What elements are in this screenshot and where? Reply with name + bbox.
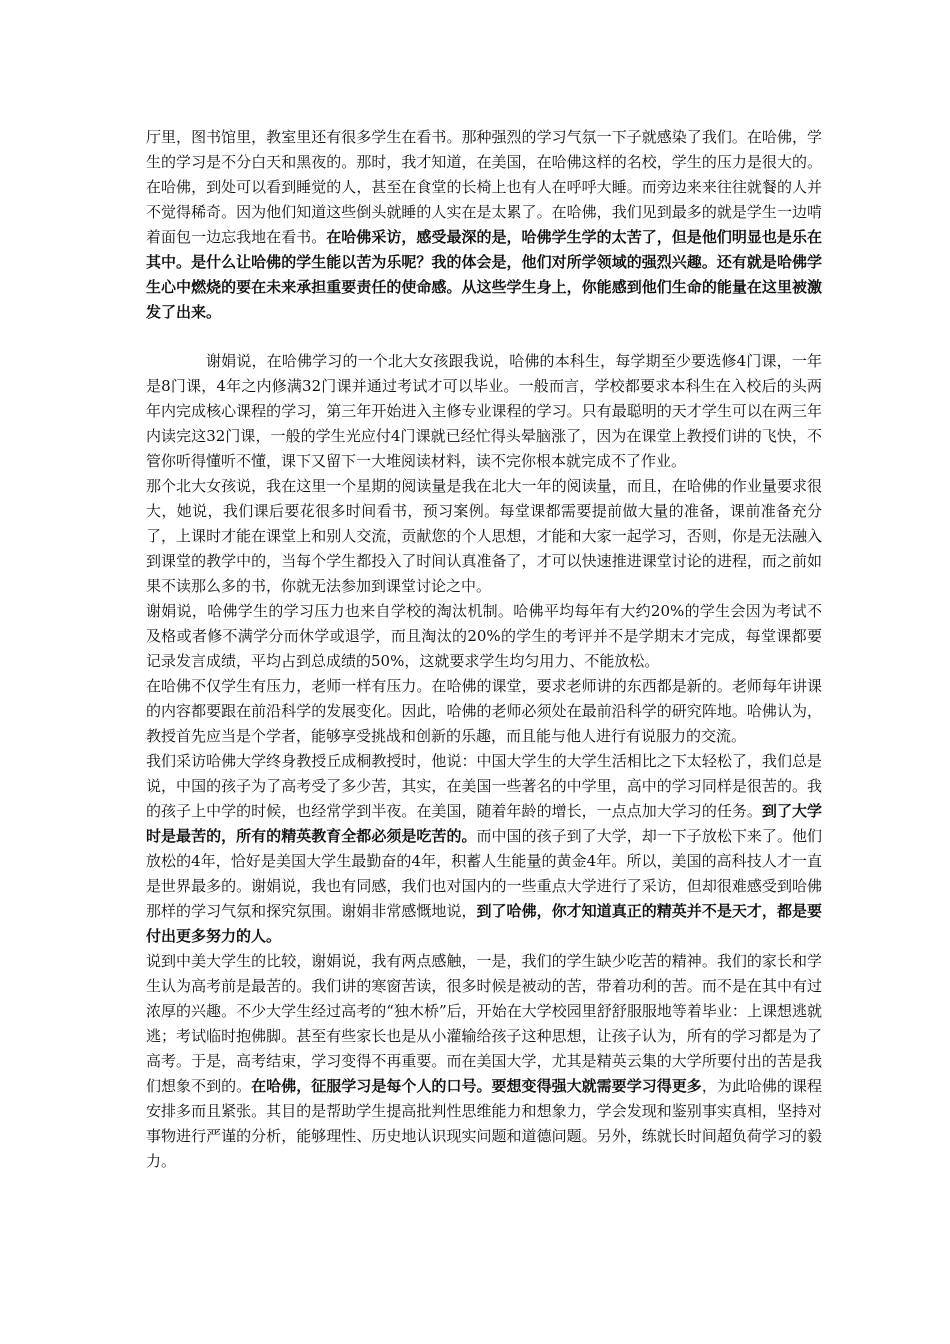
paragraph-4-text: 谢娟说，哈佛学生的学习压力也来自学校的淘汰机制。哈佛平均每年有大约20%的学生会因为考试不及格或者修不满学分而休学或退学，而且淘汰的20%的学生的考评并不是学期末才完成，每堂课都要记录发言成绩，平均占到总成绩的50%，这就要求学生均匀用力、不能放松。 [146,602,822,670]
paragraph-6-text-b: 而中国的孩子到了大学，却一下子放松下来了。他们放松的4年，恰好是美国大学生最勤奋的4年，积蓄人生能量的黄金4年。所以，美国的高科技人才一直是世界最多的。谢娟说，我也有同感，我们也对国内的一些重点大学进行了采访，但却很难感受到哈佛那样的学习气氛和探究氛围。谢娟非常感慨地说， [146,827,822,920]
paragraph-2 [146,349,822,474]
paragraph-4 [146,599,822,674]
paragraph-6-bold-text-b: 到了哈佛，你才知道真正的精英并不是天才，都是要付出更多努力的人。 [146,902,822,945]
paragraph-5-text: 在哈佛不仅学生有压力，老师一样有压力。在哈佛的课堂，要求老师讲的东西都是新的。老师每年讲课的内容都要跟在前沿科学的发展变化。因此，哈佛的老师必须处在最前沿科学的研究阵地。哈佛认为，教授首先应当是个学者，能够享受挑战和创新的乐趣，而且能与他人进行有说服力的交流。 [146,677,822,745]
paragraph-3 [146,474,822,599]
paragraph-6-text-a: 我们采访哈佛大学终身教授丘成桐教授时，他说：中国大学生的大学生活相比之下太轻松了，我们总是说，中国的孩子为了高考受了多少苦，其实，在美国一些著名的中学里，高中的学习同样是很苦的。我的孩子上中学的时候，也经常学到半夜。在美国，随着年龄的增长，一点点加大学习的任务。 [146,752,822,820]
paragraph-3-text: 那个北大女孩说，我在这里一个星期的阅读量是我在北大一年的阅读量，而且，在哈佛的作业量要求很大，她说，我们课后要花很多时间看书，预习案例。每堂课都需要提前做大量的准备，课前准备充分了，上课时才能在课堂上和别人交流，贡献您的个人思想，才能和大家一起学习，否则，你是无法融入到课堂的教学中的，当每个学生都投入了时间认真准备了，才可以快速推进课堂讨论的进程，而之前如果不读那么多的书，你就无法参加到课堂讨论之中。 [146,477,822,595]
paragraph-7-text-b: ，为此哈佛的课程安排多而且紧张。其目的是帮助学生提高批判性思维能力和想象力，学会发现和鉴别事实真相，坚持对事物进行严谨的分析，能够理性、历史地认识现实问题和道德问题。另外，练就长时间超负荷学习的毅力。 [146,1077,822,1170]
paragraph-2-text: 谢娟说，在哈佛学习的一个北大女孩跟我说，哈佛的本科生，每学期至少要选修4门课，一年是8门课，4年之内修满32门课并通过考试才可以毕业。一般而言，学校都要求本科生在入校后的头两年内完成核心课程的学习，第三年开始进入主修专业课程的学习。只有最聪明的天才学生可以在两三年内读完这32门课，一般的学生光应付4门课就已经忙得头晕脑涨了，因为在课堂上教授们讲的飞快，不管你听得懂听不懂，课下又留下一大堆阅读材料，读不完你根本就完成不了作业。 [146,352,822,470]
paragraph-1-text: 厅里，图书馆里，教室里还有很多学生在看书。那种强烈的学习气氛一下子就感染了我们。在哈佛，学生的学习是不分白天和黑夜的。那时，我才知道，在美国，在哈佛这样的名校，学生的压力是很大的。在哈佛，到处可以看到睡觉的人，甚至在食堂的长椅上也有人在呼呼大睡。而旁边来来往往就餐的人并不觉得稀奇。因为他们知道这些倒头就睡的人实在是太累了。在哈佛，我们见到最多的就是学生一边啃着面包一边忘我地在看书。 [146,128,822,246]
paragraph-6 [146,749,822,949]
paragraph-1 [146,125,822,325]
document-page [146,125,822,1174]
paragraph-5 [146,674,822,749]
paragraph-7-text-a: 说到中美大学生的比较，谢娟说，我有两点感触，一是，我们的学生缺少吃苦的精神。我们的家长和学生认为高考前是最苦的。我们讲的寒窗苦读，很多时候是被动的苦，带着功利的苦。而不是在其中有过浓厚的兴趣。不少大学生经过高考的“独木桥”后，开始在大学校园里舒舒服服地等着毕业：上课想逃就逃；考试临时抱佛脚。甚至有些家长也是从小灌输给孩子这种思想，让孩子认为，所有的学习都是为了高考。于是，高考结束，学习变得不再重要。而在美国大学，尤其是精英云集的大学所要付出的苦是我们想象不到的。 [146,952,822,1095]
paragraph-7-bold-text: 在哈佛，征服学习是每个人的口号。要想变得强大就需要学习得更多 [251,1077,702,1095]
paragraph-1-bold-text: 在哈佛采访，感受最深的是，哈佛学生学的太苦了，但是他们明显也是乐在其中。是什么让哈佛的学生能以苦为乐呢？我的体会是，他们对所学领域的强烈兴趣。还有就是哈佛学生心中燃烧的要在未来承担重要责任的使命感。从这些学生身上，你能感到他们生命的能量在这里被激发了出来。 [146,228,822,321]
paragraph-7 [146,949,822,1174]
paragraph-6-bold-text-a: 到了大学时是最苦的，所有的精英教育全都必须是吃苦的。 [146,802,822,845]
